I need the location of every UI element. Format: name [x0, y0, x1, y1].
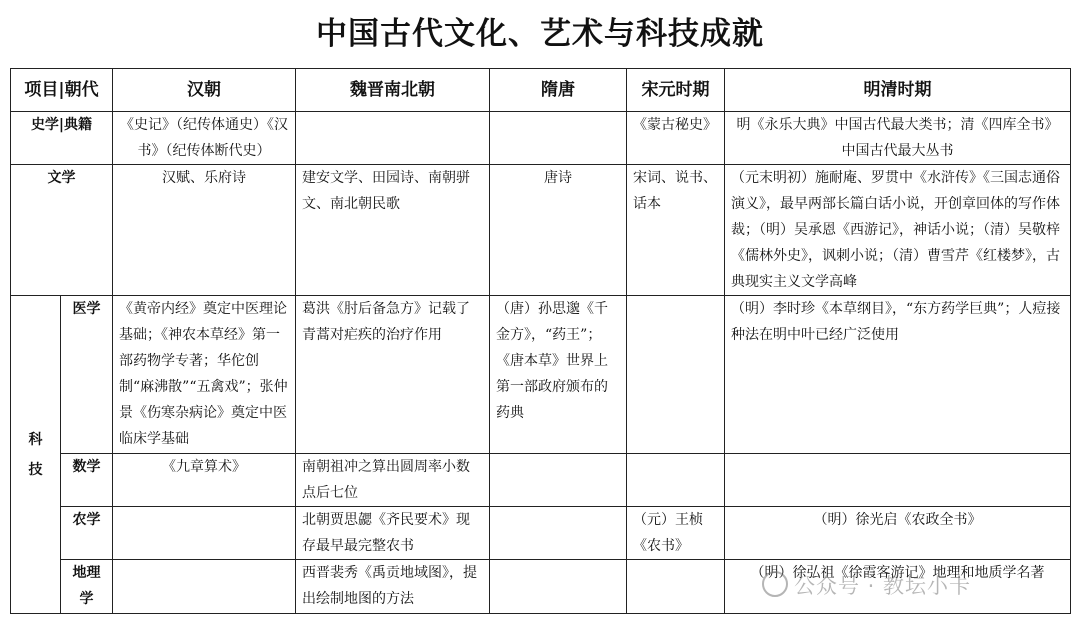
row-label-yixue: 医学: [61, 296, 113, 454]
cell-nongxue-han: [113, 507, 296, 560]
row-label-nongxue: 农学: [61, 507, 113, 560]
wechat-logo-icon: [762, 571, 788, 597]
cell-shixue-suitang: [490, 112, 627, 165]
watermark-text: 公众号 · 教坛小卡: [794, 574, 972, 598]
cell-yixue-mingqing: （明）李时珍《本草纲目》，“东方药学巨典”；人痘接种法在明中叶已经广泛使用: [725, 296, 1071, 454]
cell-yixue-suitang: （唐）孙思邈《千金方》，“药王”；《唐本草》世界上第一部政府颁布的药典: [490, 296, 627, 454]
cell-wenxue-suitang: 唐诗: [490, 165, 627, 296]
row-label-wenxue: 文学: [11, 165, 113, 296]
row-label-shixue: 史学|典籍: [11, 112, 113, 165]
cell-shuxue-songyuan: [627, 454, 725, 507]
row-label-shuxue: 数学: [61, 454, 113, 507]
cell-shuxue-han: 《九章算术》: [113, 454, 296, 507]
cell-shixue-han: 《史记》（纪传体通史）《汉书》（纪传体断代史）: [113, 112, 296, 165]
cell-wenxue-weijin: 建安文学、田园诗、南朝骈文、南北朝民歌: [296, 165, 490, 296]
cell-dili-mingqing: （明）徐弘祖《徐霞客游记》地理和地质学名著: [725, 560, 1071, 614]
header-item-dynasty: 项目|朝代: [11, 69, 113, 112]
cell-wenxue-songyuan: 宋词、说书、话本: [627, 165, 725, 296]
cell-yixue-han: 《黄帝内经》奠定中医理论基础；《神农本草经》第一部药物学专著；华佗创制“麻沸散”“五禽戏”；张仲景《伤寒杂病论》奠定中医临床学基础: [113, 296, 296, 454]
cell-yixue-songyuan: [627, 296, 725, 454]
header-mingqing: 明清时期: [725, 69, 1071, 112]
row-label-dili: [61, 560, 113, 614]
cell-shixue-mingqing: 明《永乐大典》中国古代最大类书；清《四库全书》中国古代最大丛书: [725, 112, 1071, 165]
page-title: 中国古代文化、艺术与科技成就: [316, 16, 764, 52]
cell-dili-weijin: 西晋裴秀《禹贡地域图》，提出绘制地图的方法: [296, 560, 490, 614]
cell-dili-songyuan: [627, 560, 725, 614]
cell-wenxue-mingqing: （元末明初）施耐庵、罗贯中《水浒传》《三国志通俗演义》，最早两部长篇白话小说，开创章回体的写作体裁；（明）吴承恩《西游记》，神话小说；（清）吴敬梓《儒林外史》，讽刺小说；（清）曹雪芹《红楼梦》，古典现实主义文学高峰: [725, 165, 1071, 296]
cell-nongxue-weijin: 北朝贾思勰《齐民要术》现存最早最完整农书: [296, 507, 490, 560]
cell-shuxue-mingqing: [725, 454, 1071, 507]
cell-nongxue-songyuan: （元）王桢《农书》: [627, 507, 725, 560]
keji-label: 科技: [28, 431, 43, 478]
cell-shixue-songyuan: 《蒙古秘史》: [627, 112, 725, 165]
watermark: [762, 570, 971, 600]
cell-shixue-weijin: [296, 112, 490, 165]
dili-label: 地理学: [72, 565, 101, 607]
row-shuxue: [11, 454, 1071, 507]
cell-nongxue-mingqing: （明）徐光启《农政全书》: [725, 507, 1071, 560]
header-han: 汉朝: [113, 69, 296, 112]
cell-wenxue-han: 汉赋、乐府诗: [113, 165, 296, 296]
cell-shuxue-weijin: 南朝祖冲之算出圆周率小数点后七位: [296, 454, 490, 507]
row-wenxue: [11, 165, 1071, 296]
row-nongxue: [11, 507, 1071, 560]
row-shixue: [11, 112, 1071, 165]
cell-dili-han: [113, 560, 296, 614]
cell-yixue-weijin: 葛洪《肘后备急方》记载了青蒿对疟疾的治疗作用: [296, 296, 490, 454]
header-weijin: 魏晋南北朝: [296, 69, 490, 112]
row-yixue: [11, 296, 1071, 454]
culture-table: [10, 68, 1071, 614]
header-suitang: 隋唐: [490, 69, 627, 112]
header-songyuan: 宋元时期: [627, 69, 725, 112]
cell-nongxue-suitang: [490, 507, 627, 560]
cell-dili-suitang: [490, 560, 627, 614]
row-group-keji: [11, 296, 61, 614]
cell-shuxue-suitang: [490, 454, 627, 507]
table-header-row: [11, 69, 1071, 112]
